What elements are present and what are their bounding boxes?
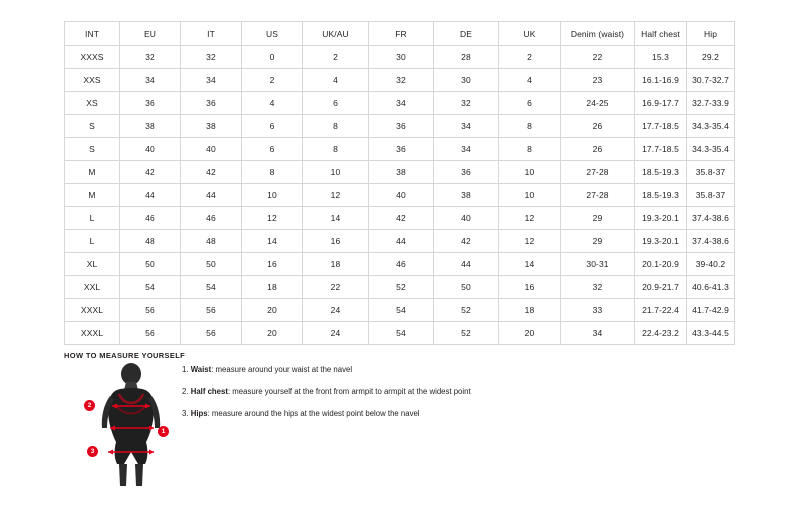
cell-eu: 42: [120, 161, 181, 184]
cell-hip: 29.2: [687, 46, 735, 69]
size-chart-table-container: [64, 21, 734, 345]
cell-hip: 39-40.2: [687, 253, 735, 276]
column-header-hip: Hip: [687, 22, 735, 46]
cell-eu: 54: [120, 276, 181, 299]
table-row: [65, 115, 735, 138]
figure-badge-3: 3: [87, 446, 98, 457]
cell-half-chest: 22.4-23.2: [635, 322, 687, 345]
cell-uk-au: 18: [303, 253, 369, 276]
cell-int: L: [65, 230, 120, 253]
cell-int: XXXL: [65, 322, 120, 345]
cell-int: M: [65, 184, 120, 207]
cell-hip: 40.6-41.3: [687, 276, 735, 299]
cell-uk-au: 8: [303, 115, 369, 138]
cell-de: 32: [434, 92, 499, 115]
cell-fr: 30: [369, 46, 434, 69]
cell-eu: 40: [120, 138, 181, 161]
cell-eu: 32: [120, 46, 181, 69]
cell-it: 34: [181, 69, 242, 92]
cell-it: 46: [181, 207, 242, 230]
cell-fr: 46: [369, 253, 434, 276]
cell-eu: 56: [120, 322, 181, 345]
cell-hip: 35.8-37: [687, 161, 735, 184]
cell-uk-au: 24: [303, 322, 369, 345]
table-row: [65, 92, 735, 115]
cell-de: 34: [434, 115, 499, 138]
cell-denim-waist: 29: [561, 207, 635, 230]
cell-de: 36: [434, 161, 499, 184]
cell-fr: 36: [369, 115, 434, 138]
cell-half-chest: 19.3-20.1: [635, 207, 687, 230]
cell-de: 44: [434, 253, 499, 276]
cell-de: 30: [434, 69, 499, 92]
cell-uk: 18: [499, 299, 561, 322]
cell-int: XS: [65, 92, 120, 115]
cell-uk: 8: [499, 115, 561, 138]
cell-denim-waist: 24-25: [561, 92, 635, 115]
cell-us: 16: [242, 253, 303, 276]
cell-it: 40: [181, 138, 242, 161]
column-header-uk-au: UK/AU: [303, 22, 369, 46]
measure-number: 1.: [182, 365, 189, 374]
cell-us: 20: [242, 299, 303, 322]
cell-eu: 44: [120, 184, 181, 207]
cell-it: 56: [181, 299, 242, 322]
cell-de: 50: [434, 276, 499, 299]
figure-badge-2: 2: [84, 400, 95, 411]
table-header: [65, 22, 735, 46]
cell-half-chest: 17.7-18.5: [635, 115, 687, 138]
cell-de: 38: [434, 184, 499, 207]
cell-hip: 37.4-38.6: [687, 207, 735, 230]
cell-fr: 52: [369, 276, 434, 299]
cell-us: 18: [242, 276, 303, 299]
column-header-half-chest: Half chest: [635, 22, 687, 46]
cell-us: 10: [242, 184, 303, 207]
cell-half-chest: 21.7-22.4: [635, 299, 687, 322]
cell-de: 34: [434, 138, 499, 161]
figure-badge-1: 1: [158, 426, 169, 437]
table-row: [65, 207, 735, 230]
cell-denim-waist: 22: [561, 46, 635, 69]
cell-fr: 54: [369, 299, 434, 322]
cell-eu: 50: [120, 253, 181, 276]
cell-eu: 34: [120, 69, 181, 92]
cell-de: 40: [434, 207, 499, 230]
table-row: [65, 253, 735, 276]
cell-fr: 54: [369, 322, 434, 345]
cell-it: 50: [181, 253, 242, 276]
column-header-de: DE: [434, 22, 499, 46]
cell-hip: 35.8-37: [687, 184, 735, 207]
cell-us: 0: [242, 46, 303, 69]
cell-uk: 6: [499, 92, 561, 115]
cell-us: 14: [242, 230, 303, 253]
cell-fr: 34: [369, 92, 434, 115]
column-header-fr: FR: [369, 22, 434, 46]
how-to-measure-list: [182, 364, 582, 430]
size-chart-table: [64, 21, 735, 345]
cell-denim-waist: 27-28: [561, 161, 635, 184]
cell-eu: 38: [120, 115, 181, 138]
how-to-measure-title: HOW TO MEASURE YOURSELF: [64, 351, 186, 360]
cell-uk-au: 6: [303, 92, 369, 115]
cell-eu: 48: [120, 230, 181, 253]
cell-half-chest: 16.1-16.9: [635, 69, 687, 92]
cell-denim-waist: 33: [561, 299, 635, 322]
cell-uk: 2: [499, 46, 561, 69]
cell-us: 8: [242, 161, 303, 184]
measure-instruction-waist: [182, 364, 582, 375]
cell-uk: 12: [499, 230, 561, 253]
measure-instruction-half-chest: [182, 386, 582, 397]
cell-int: XL: [65, 253, 120, 276]
cell-fr: 42: [369, 207, 434, 230]
cell-hip: 41.7-42.9: [687, 299, 735, 322]
cell-fr: 44: [369, 230, 434, 253]
cell-half-chest: 16.9-17.7: [635, 92, 687, 115]
measure-text: : measure yourself at the front from armpit to armpit at the widest point: [227, 387, 471, 396]
cell-int: XXS: [65, 69, 120, 92]
cell-uk-au: 24: [303, 299, 369, 322]
cell-int: XXL: [65, 276, 120, 299]
measure-instruction-hips: [182, 408, 582, 419]
table-row: [65, 161, 735, 184]
cell-half-chest: 18.5-19.3: [635, 161, 687, 184]
column-header-eu: EU: [120, 22, 181, 46]
cell-int: M: [65, 161, 120, 184]
cell-uk: 10: [499, 161, 561, 184]
cell-hip: 34.3-35.4: [687, 138, 735, 161]
cell-uk-au: 16: [303, 230, 369, 253]
cell-uk: 16: [499, 276, 561, 299]
table-row: [65, 184, 735, 207]
cell-uk-au: 4: [303, 69, 369, 92]
cell-denim-waist: 34: [561, 322, 635, 345]
cell-hip: 34.3-35.4: [687, 115, 735, 138]
column-header-uk: UK: [499, 22, 561, 46]
cell-it: 38: [181, 115, 242, 138]
cell-de: 42: [434, 230, 499, 253]
table-row: [65, 46, 735, 69]
cell-uk: 8: [499, 138, 561, 161]
cell-uk-au: 12: [303, 184, 369, 207]
cell-int: XXXS: [65, 46, 120, 69]
cell-denim-waist: 27-28: [561, 184, 635, 207]
cell-int: S: [65, 138, 120, 161]
measure-number: 2.: [182, 387, 189, 396]
cell-uk-au: 8: [303, 138, 369, 161]
column-header-denim-waist: Denim (waist): [561, 22, 635, 46]
cell-it: 44: [181, 184, 242, 207]
cell-it: 36: [181, 92, 242, 115]
cell-denim-waist: 26: [561, 138, 635, 161]
cell-hip: 32.7-33.9: [687, 92, 735, 115]
cell-fr: 38: [369, 161, 434, 184]
cell-eu: 36: [120, 92, 181, 115]
cell-half-chest: 18.5-19.3: [635, 184, 687, 207]
measure-text: : measure around your waist at the navel: [211, 365, 353, 374]
cell-us: 6: [242, 138, 303, 161]
cell-hip: 37.4-38.6: [687, 230, 735, 253]
cell-it: 56: [181, 322, 242, 345]
cell-denim-waist: 32: [561, 276, 635, 299]
table-row: [65, 138, 735, 161]
cell-half-chest: 20.1-20.9: [635, 253, 687, 276]
cell-eu: 46: [120, 207, 181, 230]
cell-us: 4: [242, 92, 303, 115]
table-header-row: [65, 22, 735, 46]
cell-de: 52: [434, 322, 499, 345]
column-header-us: US: [242, 22, 303, 46]
cell-denim-waist: 23: [561, 69, 635, 92]
cell-us: 6: [242, 115, 303, 138]
measure-number: 3.: [182, 409, 189, 418]
table-row: [65, 230, 735, 253]
cell-fr: 40: [369, 184, 434, 207]
table-row: [65, 276, 735, 299]
cell-hip: 43.3-44.5: [687, 322, 735, 345]
cell-uk-au: 2: [303, 46, 369, 69]
cell-uk: 12: [499, 207, 561, 230]
cell-denim-waist: 26: [561, 115, 635, 138]
cell-int: S: [65, 115, 120, 138]
cell-half-chest: 17.7-18.5: [635, 138, 687, 161]
table-body: [65, 46, 735, 345]
measure-term: Half chest: [190, 387, 228, 396]
cell-it: 42: [181, 161, 242, 184]
cell-it: 48: [181, 230, 242, 253]
cell-uk: 20: [499, 322, 561, 345]
cell-denim-waist: 30-31: [561, 253, 635, 276]
table-row: [65, 299, 735, 322]
column-header-it: IT: [181, 22, 242, 46]
cell-uk: 4: [499, 69, 561, 92]
measurement-figure: [86, 362, 176, 492]
table-row: [65, 322, 735, 345]
measure-term: Waist: [190, 365, 212, 374]
cell-half-chest: 20.9-21.7: [635, 276, 687, 299]
cell-us: 2: [242, 69, 303, 92]
cell-half-chest: 15.3: [635, 46, 687, 69]
cell-us: 12: [242, 207, 303, 230]
cell-eu: 56: [120, 299, 181, 322]
cell-uk-au: 10: [303, 161, 369, 184]
cell-us: 20: [242, 322, 303, 345]
cell-half-chest: 19.3-20.1: [635, 230, 687, 253]
cell-de: 28: [434, 46, 499, 69]
column-header-int: INT: [65, 22, 120, 46]
cell-uk-au: 14: [303, 207, 369, 230]
cell-it: 32: [181, 46, 242, 69]
cell-fr: 36: [369, 138, 434, 161]
cell-hip: 30.7-32.7: [687, 69, 735, 92]
cell-uk: 10: [499, 184, 561, 207]
measure-text: : measure around the hips at the widest point below the navel: [207, 409, 420, 418]
cell-int: XXXL: [65, 299, 120, 322]
cell-uk-au: 22: [303, 276, 369, 299]
cell-de: 52: [434, 299, 499, 322]
cell-it: 54: [181, 276, 242, 299]
table-row: [65, 69, 735, 92]
cell-fr: 32: [369, 69, 434, 92]
measure-term: Hips: [190, 409, 208, 418]
cell-uk: 14: [499, 253, 561, 276]
cell-int: L: [65, 207, 120, 230]
cell-denim-waist: 29: [561, 230, 635, 253]
